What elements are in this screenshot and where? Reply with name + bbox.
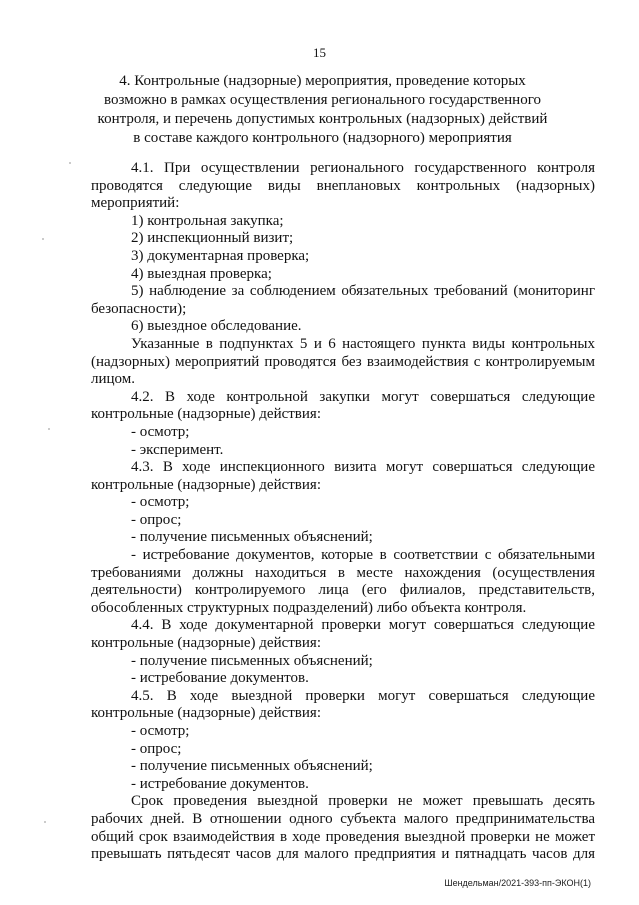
paragraph-line: 4.4. В ходе документарной проверки могут совершаться следующие [131,617,595,634]
paragraph-line: 4.2. В ходе контрольной закупки могут совершаться следующие [131,388,595,405]
section-heading [90,72,555,148]
heading-line: 4. Контрольные (надзорные) мероприятия, проведение которых [119,73,526,89]
document-body [91,160,595,864]
list-item: - истребование документов. [131,670,309,687]
paragraph-line: Срок проведения выездной проверки не может превышать десять [131,793,595,810]
paragraph-line: безопасности); [91,300,187,317]
paragraph-line: (надзорных) мероприятий проводятся без взаимодействия с контролируемым [91,353,595,370]
list-item: 4) выездная проверка; [131,265,272,282]
scan-speck [42,238,44,240]
heading-line: контроля, и перечень допустимых контрольных (надзорных) действий [97,111,548,127]
paragraph-line: рабочих дней. В отношении одного субъекта малого предпринимательства [91,810,595,827]
paragraph-line: 4.1. При осуществлении регионального государственного контроля [131,160,595,176]
paragraph-line: 5) наблюдение за соблюдением обязательных требований (мониторинг [131,283,595,300]
scan-speck [48,428,50,430]
paragraph-line: контрольные (надзорные) действия: [91,635,321,652]
list-item: - получение письменных объяснений; [131,652,373,669]
paragraph-line: 4.5. В ходе выездной проверки могут совершаться следующие [131,687,595,704]
paragraph-line: 4.3. В ходе инспекционного визита могут совершаться следующие [131,459,595,476]
list-item: - осмотр; [131,423,190,440]
heading-line: возможно в рамках осуществления регионального государственного [104,92,541,108]
page-number: 15 [313,45,326,60]
list-item: - опрос; [131,511,182,528]
list-item: - эксперимент. [131,441,224,458]
paragraph-line: мероприятий: [91,195,180,212]
list-item: 2) инспекционный визит; [131,230,294,247]
paragraph-line: превышать пятьдесят часов для малого предприятия и пятнадцать часов для [91,846,595,863]
paragraph-line: проводятся следующие виды внеплановых контрольных (надзорных) [91,177,595,194]
list-item: 3) документарная проверка; [131,247,310,264]
list-item: - осмотр; [131,723,190,739]
scan-speck [69,162,71,164]
paragraph-line: лицом. [91,371,135,388]
paragraph-line: требованиями должны находиться в месте нахождения (осуществления [91,564,595,581]
paragraph-line: - истребование документов, которые в соответствии с обязательными [131,547,595,564]
list-item: - получение письменных объяснений; [131,758,373,775]
document-footer-code: Шендельман/2021-393-пп-ЭКОН(1) [444,878,591,888]
list-item: - получение письменных объяснений; [131,529,373,546]
list-item: - истребование документов. [131,775,309,792]
list-item: - осмотр; [131,494,190,511]
paragraph-line: контрольные (надзорные) действия: [91,476,321,493]
paragraph-line: общий срок взаимодействия в ходе проведения выездной проверки не может [91,828,595,845]
list-item: 1) контрольная закупка; [131,212,284,229]
paragraph-line: деятельности) контролируемого лица (его филиалов, представительств, [91,582,595,599]
scan-speck [44,821,46,823]
paragraph-line: контрольные (надзорные) действия: [91,406,321,423]
heading-line: в составе каждого контрольного (надзорного) мероприятия [133,130,512,146]
paragraph-line: обособленных структурных подразделений) либо объекта контроля. [91,599,527,616]
list-item: - опрос; [131,740,182,757]
paragraph-line: Указанные в подпунктах 5 и 6 настоящего пункта виды контрольных [131,335,595,352]
paragraph-line: контрольные (надзорные) действия: [91,705,321,722]
list-item: 6) выездное обследование. [131,318,302,335]
